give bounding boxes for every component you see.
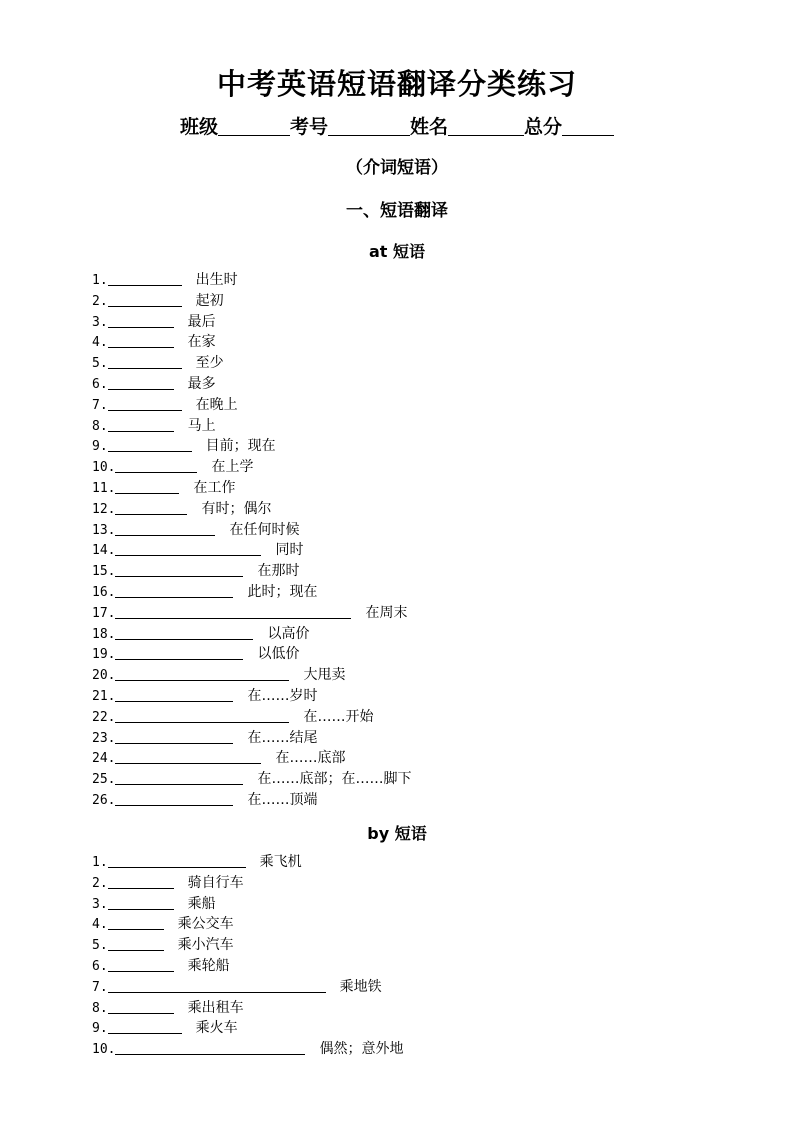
answer-blank[interactable] [115,729,233,744]
phrase-meaning: 在家 [187,334,216,351]
part-heading: 一、短语翻译 [346,201,448,221]
list-item [92,977,403,998]
score-blank[interactable] [562,117,614,136]
phrase-meaning: 在上学 [211,459,254,476]
item-number: 8. [92,418,108,434]
list-item [92,561,411,582]
answer-blank[interactable] [115,604,351,619]
phrase-meaning: 在晚上 [195,396,238,413]
list-item [92,852,403,873]
answer-blank[interactable] [108,853,246,868]
item-number: 6. [92,958,108,974]
category-heading: （介词短语） [346,158,448,178]
item-number: 13. [92,522,116,538]
answer-blank[interactable] [115,687,233,702]
answer-blank[interactable] [108,874,174,889]
list-item [92,416,411,437]
at-section-heading: at 短语 [368,242,426,261]
phrase-meaning: 以低价 [257,646,300,663]
answer-blank[interactable] [108,437,192,452]
phrase-meaning: 同时 [275,542,304,559]
list-item [92,540,411,561]
list-item [92,353,411,374]
phrase-meaning: 在……岁时 [247,687,318,704]
item-number: 7. [92,397,108,413]
answer-blank[interactable] [115,479,179,494]
phrase-meaning: 以高价 [267,625,310,642]
list-item [92,707,411,728]
phrase-meaning: 乘出租车 [187,999,244,1016]
class-label: 班级 [179,116,218,138]
phrase-meaning: 乘公交车 [177,916,234,933]
answer-blank[interactable] [115,1040,305,1055]
item-number: 8. [92,1000,108,1016]
item-number: 24. [92,751,116,767]
answer-blank[interactable] [108,396,182,411]
list-item [92,332,411,353]
phrase-meaning: 大甩卖 [303,667,346,684]
list-item [92,686,411,707]
answer-blank[interactable] [115,749,261,764]
list-item [92,1018,403,1039]
list-item [92,624,411,645]
phrase-meaning: 在工作 [193,479,236,496]
item-number: 26. [92,792,116,808]
at-phrase-list [92,270,411,811]
list-item [92,665,411,686]
phrase-meaning: 最后 [187,313,216,330]
name-label: 姓名 [410,116,449,138]
answer-blank[interactable] [108,375,174,390]
phrase-meaning: 至少 [195,355,224,372]
answer-blank[interactable] [108,1019,182,1034]
list-item [92,790,411,811]
answer-blank[interactable] [115,562,243,577]
list-item [92,478,411,499]
answer-blank[interactable] [108,957,174,972]
answer-blank[interactable] [108,895,174,910]
phrase-meaning: 乘小汽车 [177,937,234,954]
item-number: 4. [92,335,108,351]
item-number: 16. [92,584,116,600]
item-number: 18. [92,626,116,642]
list-item [92,998,403,1019]
phrase-meaning: 出生时 [195,272,238,288]
item-number: 5. [92,938,108,954]
phrase-meaning: 在……顶端 [247,791,318,808]
item-number: 11. [92,480,116,496]
phrase-meaning: 在……底部 [275,750,346,767]
item-number: 22. [92,709,116,725]
answer-blank[interactable] [115,770,243,785]
phrase-meaning: 在任何时候 [229,521,300,538]
phrase-meaning: 乘船 [187,895,216,912]
list-item [92,457,411,478]
answer-blank[interactable] [108,999,174,1014]
list-item [92,291,411,312]
item-number: 21. [92,688,116,704]
item-number: 23. [92,730,116,746]
answer-blank[interactable] [115,791,233,806]
item-number: 9. [92,1021,108,1037]
list-item [92,769,411,790]
answer-blank[interactable] [108,292,182,307]
phrase-meaning: 在……开始 [303,708,374,725]
answer-blank[interactable] [108,271,182,286]
answer-blank[interactable] [108,978,326,993]
phrase-meaning: 起初 [195,292,224,309]
list-item [92,748,411,769]
answer-blank[interactable] [108,936,164,951]
item-number: 3. [92,314,108,330]
list-item [92,374,411,395]
answer-blank[interactable] [115,583,233,598]
item-number: 17. [92,605,116,621]
list-item [92,312,411,333]
score-label: 总分 [524,116,563,138]
answer-blank[interactable] [115,666,289,681]
answer-blank[interactable] [108,333,174,348]
answer-blank[interactable] [115,645,243,660]
phrase-meaning: 目前；现在 [205,438,276,455]
item-number: 10. [92,1042,116,1058]
phrase-meaning: 最多 [187,375,216,392]
item-number: 12. [92,501,116,517]
exam-number-label: 考号 [289,116,328,138]
page-title: 中考英语短语翻译分类练习 [216,67,577,101]
phrase-meaning: 在……底部；在……脚下 [257,771,412,788]
item-number: 14. [92,543,116,559]
item-number: 19. [92,647,116,663]
list-item [92,935,403,956]
item-number: 6. [92,376,108,392]
by-phrase-list [92,852,403,1060]
phrase-meaning: 乘地铁 [339,978,382,995]
item-number: 3. [92,896,108,912]
list-item [92,603,411,624]
answer-blank[interactable] [108,915,164,930]
phrase-meaning: 骑自行车 [187,874,244,891]
answer-blank[interactable] [115,521,215,536]
list-item [92,520,411,541]
list-item [92,873,403,894]
item-number: 2. [92,293,108,309]
class-blank[interactable] [218,117,290,136]
item-number: 9. [92,439,108,455]
answer-blank[interactable] [108,313,174,328]
answer-blank[interactable] [115,458,197,473]
list-item [92,1039,403,1060]
phrase-meaning: 马上 [187,417,216,434]
list-item [92,395,411,416]
item-number: 15. [92,564,116,580]
list-item [92,436,411,457]
item-number: 25. [92,772,116,788]
list-item [92,644,411,665]
answer-blank[interactable] [115,708,289,723]
list-item [92,270,411,291]
list-item [92,914,403,935]
phrase-meaning: 乘飞机 [259,854,302,870]
list-item [92,499,411,520]
item-number: 1. [92,855,108,870]
phrase-meaning: 乘火车 [195,1020,238,1037]
answer-blank[interactable] [115,500,187,515]
phrase-meaning: 在那时 [257,563,300,580]
by-section-heading: by 短语 [367,824,427,843]
answer-blank[interactable] [108,354,182,369]
item-number: 10. [92,460,116,476]
list-item [92,956,403,977]
exam-number-blank[interactable] [328,117,410,136]
phrase-meaning: 此时；现在 [247,583,318,600]
name-blank[interactable] [448,117,524,136]
list-item [92,582,411,603]
answer-blank[interactable] [115,625,253,640]
phrase-meaning: 有时；偶尔 [201,500,272,517]
item-number: 5. [92,356,108,372]
item-number: 4. [92,917,108,933]
list-item [92,728,411,749]
phrase-meaning: 在……结尾 [247,729,318,746]
item-number: 20. [92,668,116,684]
answer-blank[interactable] [108,417,174,432]
phrase-meaning: 在周末 [365,604,408,621]
item-number: 2. [92,875,108,891]
answer-blank[interactable] [115,541,261,556]
item-number: 1. [92,273,108,288]
list-item [92,894,403,915]
info-line [0,112,794,139]
phrase-meaning: 偶然；意外地 [319,1041,404,1058]
item-number: 7. [92,979,108,995]
phrase-meaning: 乘轮船 [187,957,230,974]
